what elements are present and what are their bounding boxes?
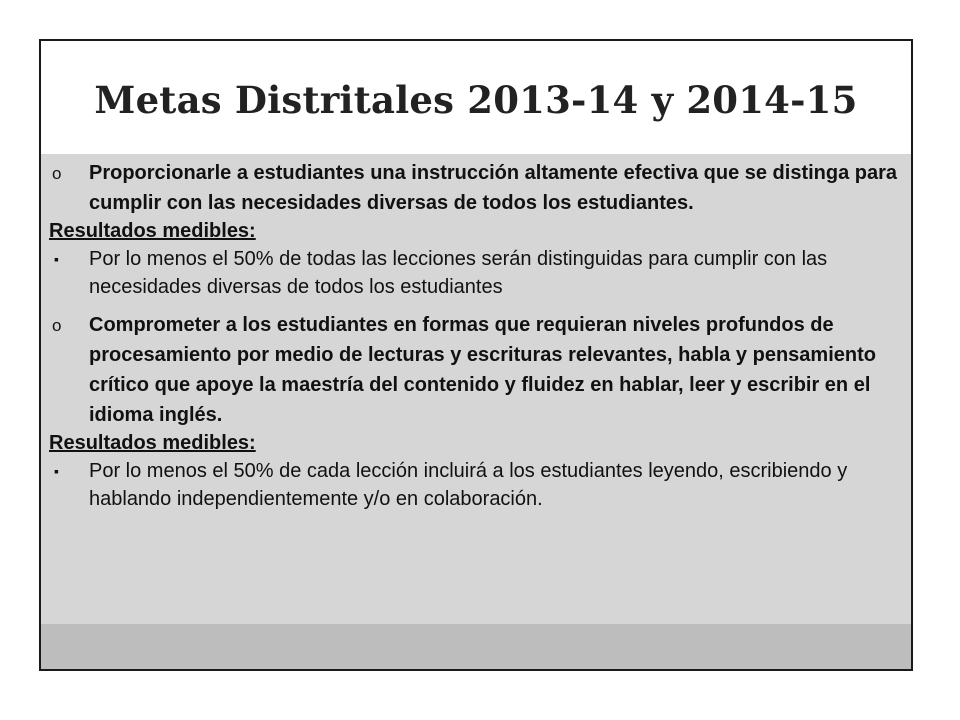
hollow-circle-bullet-icon: o [52, 316, 62, 335]
results-label: Resultados medibles: [49, 432, 256, 454]
slide-frame [39, 39, 913, 671]
square-bullet-icon: ▪ [54, 251, 59, 267]
result-text: Por lo menos el 50% de todas las lecciones serán distinguidas para cumplir con las necesidades diversas de todos los estudiantes [89, 248, 828, 298]
footer-band [41, 624, 911, 671]
result-text: Por lo menos el 50% de cada lección incluirá a los estudiantes leyendo, escribiendo y hablando independientemente y/o en colaboración. [89, 460, 848, 510]
result-item [41, 245, 911, 301]
result-item [41, 457, 911, 513]
goal-item [41, 158, 911, 218]
results-label: Resultados medibles: [49, 220, 256, 242]
content-area [41, 154, 911, 624]
slide-title: Metas Distritales 2013-14 y 2014-15 [94, 78, 858, 122]
square-bullet-icon: ▪ [54, 463, 59, 479]
goal-item [41, 310, 911, 430]
hollow-circle-bullet-icon: o [52, 164, 62, 183]
goal-text: Comprometer a los estudiantes en formas que requieran niveles profundos de procesamiento por medio de lecturas y escrituras relevantes, habla y pensamiento crítico que apoye la maestría del contenido y fluidez en hablar, leer y escribir en el idioma inglés. [89, 314, 876, 426]
goal-text: Proporcionarle a estudiantes una instrucción altamente efectiva que se distinga para cumplir con las necesidades diversas de todos los estudiantes. [89, 162, 898, 214]
